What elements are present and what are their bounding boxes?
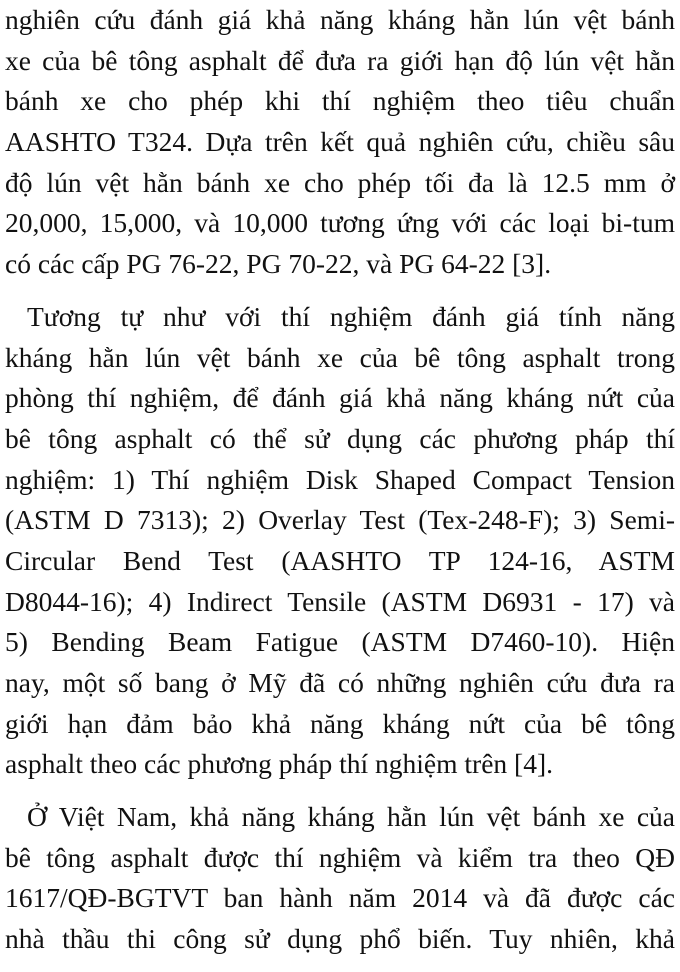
text-line: nghiệm: 1) Thí nghiệm Disk Shaped Compact Tension [5,463,675,495]
text-line: phòng thí nghiệm, để đánh giá khả năng kháng nứt của [5,382,675,414]
text-line: 20,000, 15,000, và 10,000 tương ứng với các loại bi-tum [5,207,675,239]
text-line: Ở Việt Nam, khả năng kháng hằn lún vệt bánh xe của [27,801,675,833]
paragraph [5,797,675,960]
text-line: AASHTO T324. Dựa trên kết quả nghiên cứu, chiều sâu [5,126,675,158]
text-line: giới hạn đảm bảo khả năng kháng nứt của bê tông [5,707,675,739]
paragraph [5,297,675,785]
text-line: bê tông asphalt được thí nghiệm và kiểm tra theo QĐ [5,841,675,873]
text-line: bánh xe cho phép khi thí nghiệm theo tiêu chuẩn [5,85,675,117]
document-page [5,0,675,972]
text-line: nhà thầu thi công sử dụng phổ biến. Tuy nhiên, khả [5,923,675,955]
text-line: xe của bê tông asphalt để đưa ra giới hạn độ lún vệt hằn [5,44,675,76]
text-line: có các cấp PG 76-22, PG 70-22, và PG 64-22 [3]. [5,248,552,280]
text-line: 5) Bending Beam Fatigue (ASTM D7460-10). Hiện [5,626,675,658]
paragraph [5,0,675,285]
text-line: nghiên cứu đánh giá khả năng kháng hằn lún vệt bánh [5,4,675,35]
text-line: bê tông asphalt có thể sử dụng các phương pháp thí [5,422,675,454]
text-line: Tương tự như với thí nghiệm đánh giá tính năng [27,300,675,332]
text-line: 1617/QĐ-BGTVT ban hành năm 2014 và đã được các [5,882,675,914]
text-line: (ASTM D 7313); 2) Overlay Test (Tex-248-F); 3) Semi- [5,504,675,536]
text-line: kháng hằn lún vệt bánh xe của bê tông asphalt trong [5,341,675,373]
text-line: nay, một số bang ở Mỹ đã có những nghiên cứu đưa ra [5,667,675,698]
text-line: Circular Bend Test (AASHTO TP 124-16, ASTM [5,544,675,576]
text-line: độ lún vệt hằn bánh xe cho phép tối đa là 12.5 mm ở [5,166,675,198]
text-line: asphalt theo các phương pháp thí nghiệm trên [4]. [5,748,553,780]
text-line: D8044-16); 4) Indirect Tensile (ASTM D6931 - 17) và [5,585,675,617]
